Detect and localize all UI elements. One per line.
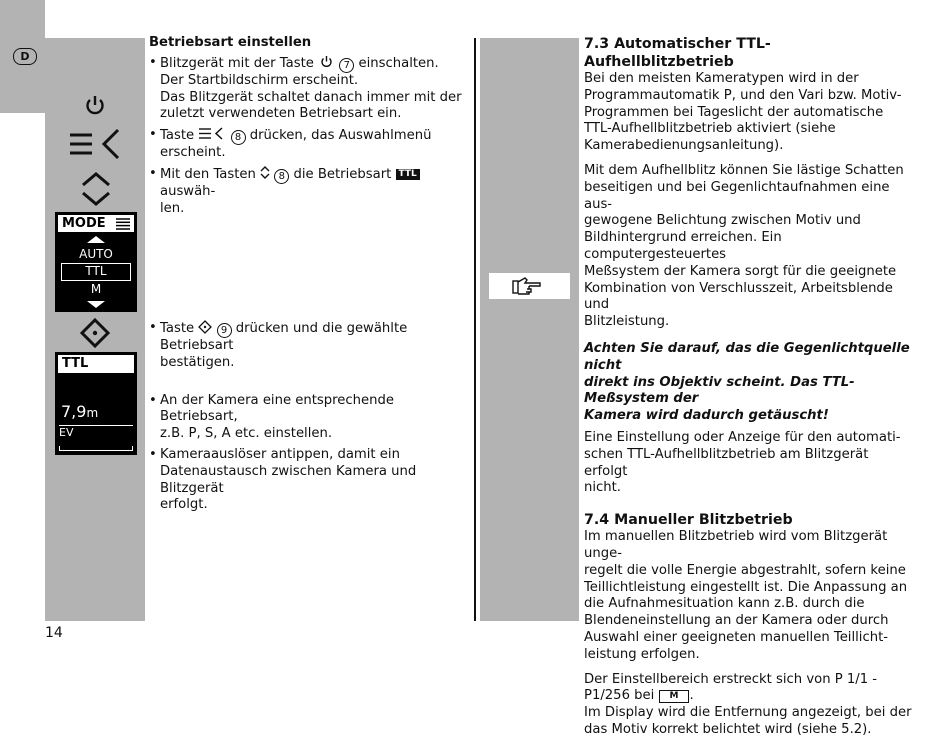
paragraph: Eine Einstellung oder Anzeige für den automati- schen TTL-Aufhellblitzbetrieb am Blitzgerät erfolgt nicht.	[584, 429, 901, 496]
bullet-item: • Taste 9 drücken und die gewählte Betriebsart bestätigen.	[149, 320, 408, 370]
key-number-badge: 9	[217, 323, 232, 338]
left-text-lower	[149, 320, 474, 514]
manual-mode-badge: M	[659, 690, 690, 703]
section-heading: Betriebsart einstellen	[149, 35, 312, 50]
power-icon	[320, 55, 333, 68]
paragraph: Mit dem Aufhellblitz können Sie lästige Schatten beseitigen und bei Gegenlichtaufnahmen eine aus- gewogene Belichtung zwischen Motiv und Bildhintergrund erreichen. Ein computergesteuertes Meßsystem der Kamera sorgt für die geeignete Kombination von Verschlusszeit, Arbeitsblende und Blitzleistung.	[584, 162, 904, 330]
arrow-down-icon	[87, 301, 105, 308]
right-icon-column	[480, 38, 579, 621]
right-text-column	[584, 35, 914, 747]
hint-hand-box	[489, 273, 570, 299]
arrow-up-icon	[87, 236, 105, 243]
key-number-badge: 8	[231, 130, 246, 145]
distance-readout	[61, 402, 98, 423]
paragraph: Bei den meisten Kameratypen wird in der Programmautomatik P, und den Vari bzw. Motiv- Programmen bei Tageslicht der automatische TTL-Aufhellblitzbetrieb aktiviert (siehe Kamerabedienungsanleitung).	[584, 71, 902, 154]
section-7-3-title: 7.3 Automatischer TTL-Aufhellblitzbetrieb	[584, 36, 771, 70]
bullet-item: • Mit den Tasten 8 die Betriebsart TTL auswäh- len.	[149, 166, 474, 218]
bullet-item: • Blitzgerät mit der Taste 7 einschalten. Der Startbildschirm erscheint. Das Blitzgerät schaltet danach immer mit der zuletzt verwendeten Betriebsart ein.	[149, 54, 462, 122]
ttl-badge: TTL	[396, 169, 420, 180]
column-divider	[474, 38, 476, 621]
paragraph: Der Einstellbereich erstreckt sich von P 1/1 - P1/256 bei M . Im Display wird die Entfernung angezeigt, bei der das Motiv korrekt belichtet wird (siehe 5.2).	[584, 671, 912, 737]
set-diamond-icon	[198, 320, 212, 334]
menu-icon	[116, 218, 130, 230]
key-number-badge: 8	[274, 169, 289, 184]
ttl-display	[55, 352, 137, 455]
up-down-icon	[260, 166, 270, 179]
up-down-icon	[80, 171, 112, 207]
menu-item-auto: AUTO	[79, 247, 113, 261]
distance-unit: m	[86, 406, 99, 420]
key-number-badge: 7	[339, 58, 354, 73]
ev-label: EV	[59, 426, 74, 439]
language-tab: D	[13, 48, 37, 65]
note-paragraph: Achten Sie darauf, das die Gegenlichtquelle nicht direkt ins Objektiv scheint. Das TTL-Meßsystem der Kamera wird dadurch getäuscht!	[584, 340, 910, 424]
menu-item-ttl-selected: TTL	[61, 263, 131, 281]
paragraph: Im manuellen Blitzbetrieb wird vom Blitzgerät unge- regelt die volle Energie abgestrahlt, sofern keine Teillichtleistung eingestellt ist. Die Anpassung an die Aufnahmesituation kann z.B. durch die Blendeneinstellung an der Kamera oder durch Auswahl einer geeigneten manuellen Teillicht- leistung erfolgen.	[584, 529, 908, 662]
ev-bar	[59, 446, 133, 451]
bullet-item: • Taste 8 drücken, das Auswahlmenü erscheint.	[149, 127, 432, 161]
set-diamond-icon	[80, 318, 110, 348]
distance-value: 7,9	[61, 402, 87, 421]
menu-item-m: M	[90, 282, 102, 296]
left-text-column	[149, 35, 474, 218]
section-7-4-title: 7.4 Manueller Blitzbetrieb	[584, 512, 793, 529]
power-icon	[84, 94, 106, 116]
mode-title-bar	[58, 215, 134, 232]
pointing-hand-icon	[489, 273, 570, 299]
menu-back-icon	[199, 127, 225, 140]
bullet-item: • An der Kamera eine entsprechende Betriebsart, z.B. P, S, A etc. einstellen.	[149, 392, 394, 442]
bullet-item: • Kameraauslöser antippen, damit ein Datenaustausch zwischen Kamera und Blitzgerät erfolgt.	[149, 446, 417, 513]
page-number: 14	[45, 625, 63, 641]
mode-menu-display	[55, 212, 137, 312]
mode-title: MODE	[62, 216, 106, 231]
ttl-title-bar: TTL	[58, 355, 134, 373]
menu-back-icon	[68, 127, 124, 161]
